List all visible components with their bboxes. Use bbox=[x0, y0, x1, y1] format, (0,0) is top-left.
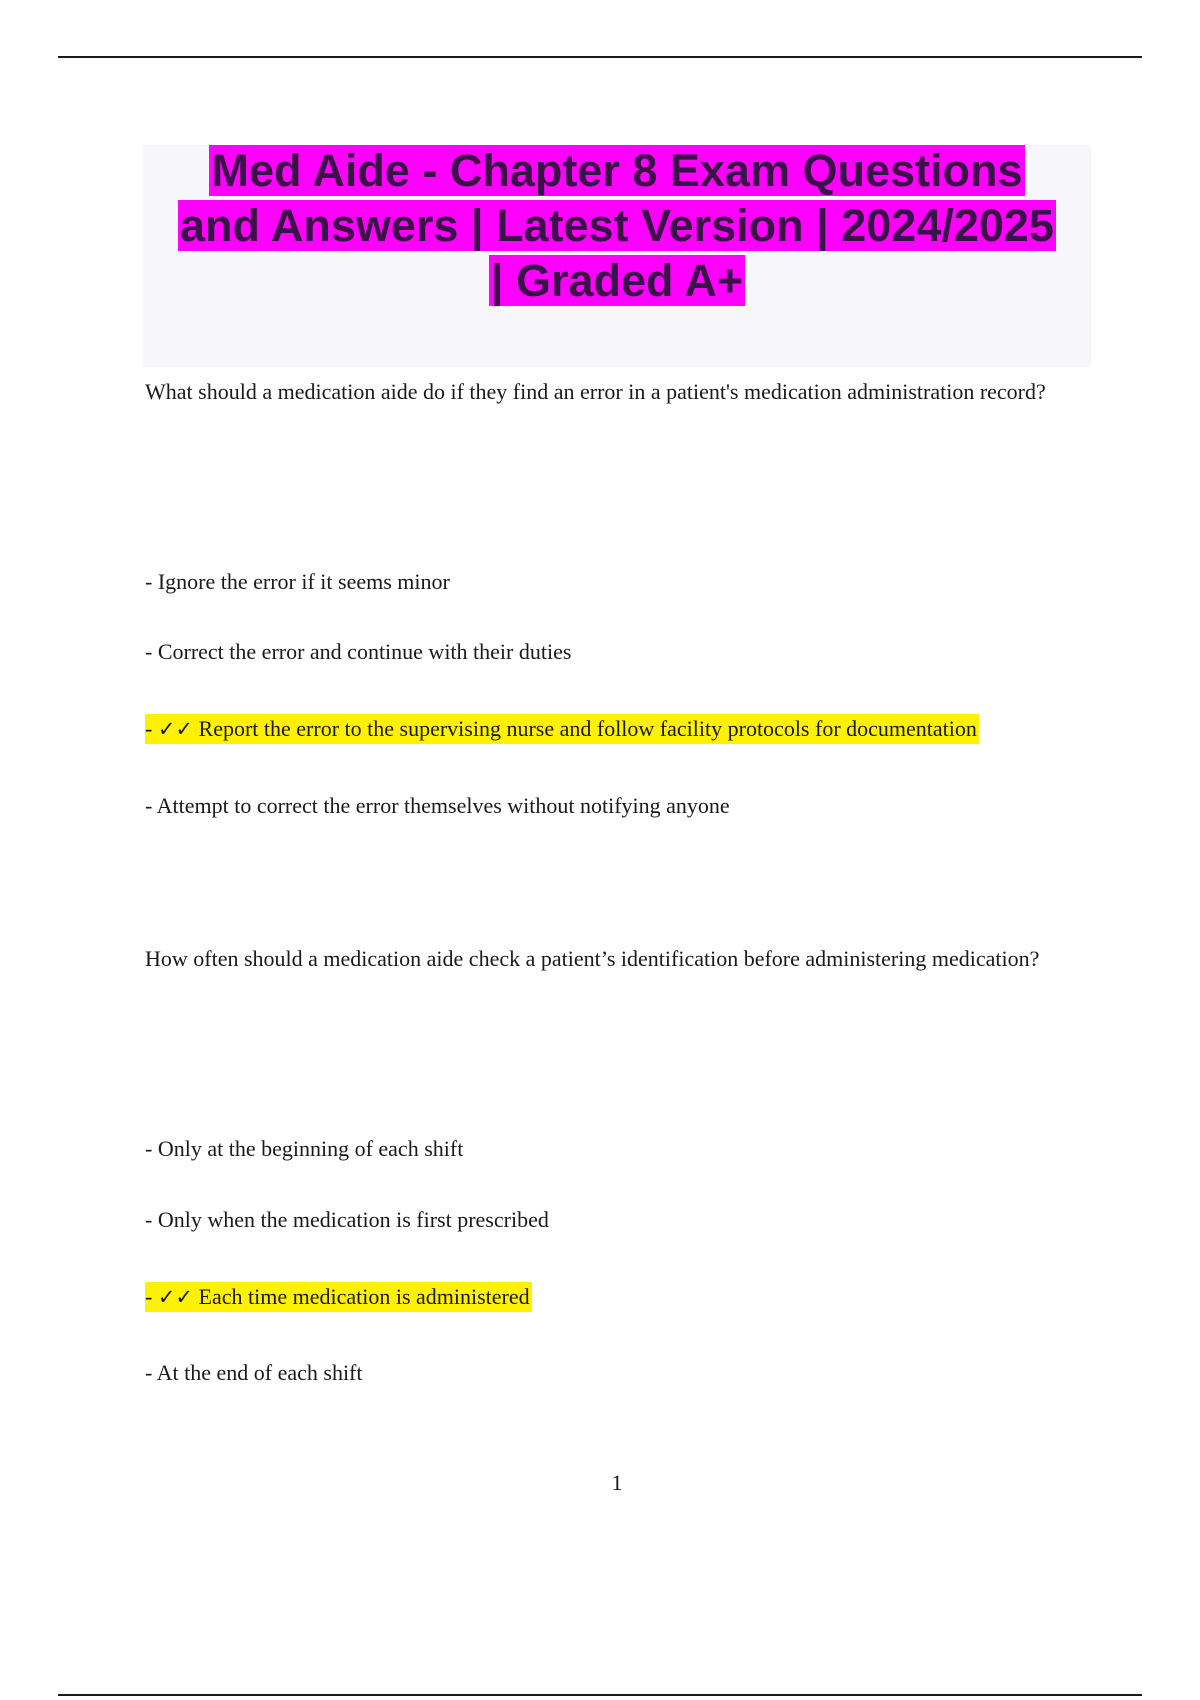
question-1-option-4: - Attempt to correct the error themselves without notifying anyone bbox=[145, 793, 730, 818]
double-checkmark-icon: ✓✓ bbox=[157, 717, 194, 741]
page-number: 1 bbox=[611, 1470, 623, 1495]
question-1-option-1: - Ignore the error if it seems minor bbox=[145, 569, 450, 594]
title-line-1: Med Aide - Chapter 8 Exam Questions bbox=[211, 145, 1023, 196]
question-1: What should a medication aide do if they find an error in a patient's medication administration record? bbox=[145, 379, 1046, 404]
title-line-2: and Answers | Latest Version | 2024/2025 bbox=[180, 200, 1054, 251]
question-2-option-1: - Only at the beginning of each shift bbox=[145, 1136, 464, 1161]
question-1-correct-answer: - ✓✓ Report the error to the supervising nurse and follow facility protocols for documentation bbox=[145, 714, 979, 744]
double-checkmark-icon: ✓✓ bbox=[157, 1285, 194, 1309]
question-2-option-4: - At the end of each shift bbox=[145, 1360, 363, 1385]
bottom-rule bbox=[58, 1694, 1142, 1696]
document-title bbox=[143, 143, 1091, 308]
question-1-option-2: - Correct the error and continue with their duties bbox=[145, 639, 572, 664]
question-2: How often should a medication aide check a patient’s identification before administering medication? bbox=[145, 946, 1040, 971]
question-2-correct-answer: - ✓✓ Each time medication is administered bbox=[145, 1282, 532, 1312]
question-2-option-2: - Only when the medication is first prescribed bbox=[145, 1207, 549, 1232]
title-line-3: | Graded A+ bbox=[490, 255, 744, 306]
top-rule bbox=[58, 56, 1142, 58]
